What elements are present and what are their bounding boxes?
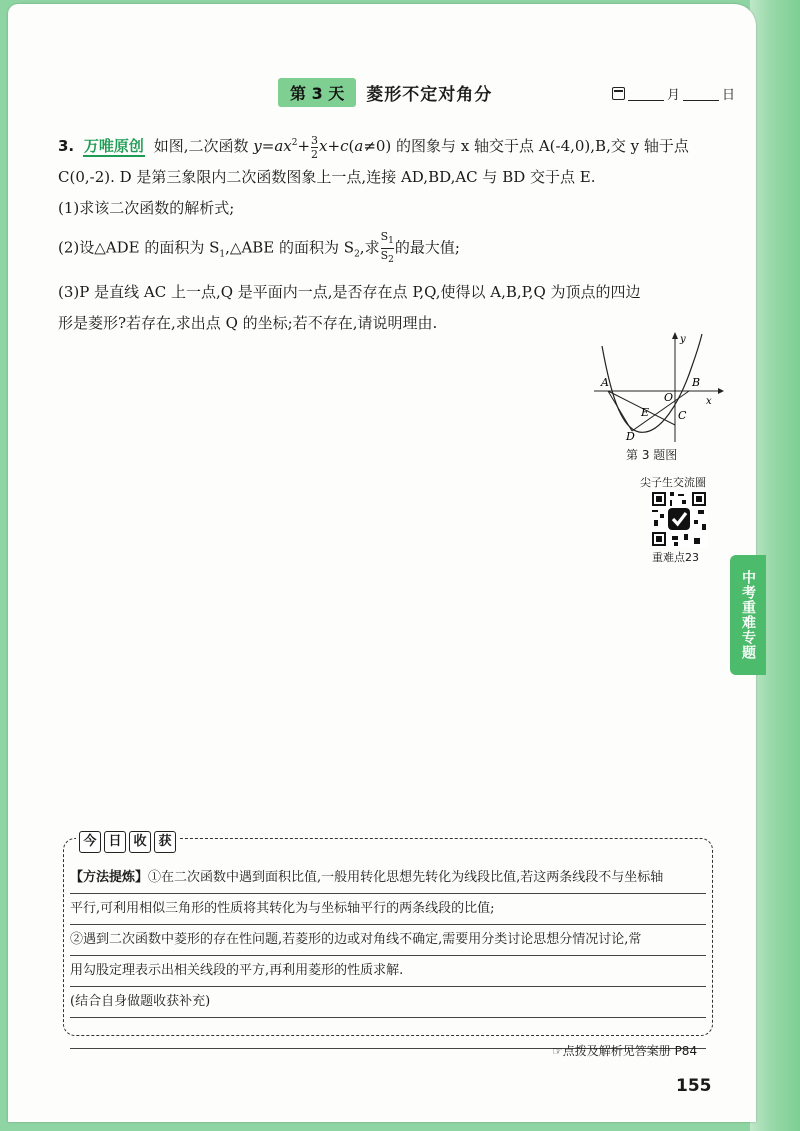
page-number: 155 (676, 1076, 712, 1096)
part-2-c: ,求 (359, 238, 380, 257)
summary-line-5: (结合自身做题收获补充) (70, 987, 706, 1018)
problem-line-1 (58, 128, 728, 162)
summary-line-3: ②遇到二次函数中菱形的存在性问题,若菱形的边或对角线不确定,需要用分类讨论思想分情况讨论,常 (70, 925, 706, 956)
daily-summary-box (63, 834, 713, 1036)
part-3-line-1: (3)P 是直线 AC 上一点,Q 是平面内一点,是否存在点 P,Q,使得以 A,B,P,Q 为顶点的四边 (58, 282, 641, 301)
x-axis-arrow (718, 388, 724, 394)
problem-line-2: C(0,-2). D 是第三象限内二次函数图象上一点,连接 AD,BD,AC 与 BD 交于点 E. (58, 168, 596, 186)
summary-line-1 (70, 863, 706, 894)
problem-tag: 万唯原创 (83, 137, 144, 155)
label-O: O (664, 391, 674, 404)
day-blank (683, 86, 719, 101)
summary-title-char: 日 (104, 831, 126, 853)
date-field (612, 84, 735, 103)
label-y: y (680, 334, 686, 345)
problem-number: 3. (58, 137, 75, 155)
figure-caption: 第 3 题图 (626, 448, 678, 462)
summary-line-2: 平行,可利用相似三角形的性质将其转化为与坐标轴平行的两条线段的比值; (70, 894, 706, 925)
summary-title (76, 831, 179, 853)
label-x: x (706, 396, 712, 407)
qr-label-top: 尖子生交流圈 (640, 476, 706, 489)
part-2-d: 的最大值; (394, 238, 460, 257)
day-label: 日 (722, 88, 736, 103)
problem-figure (594, 332, 724, 442)
summary-line-4: 用勾股定理表示出相关线段的平方,再利用菱形的性质求解. (70, 956, 706, 987)
part-2-b: ,△ABE 的面积为 S (225, 238, 355, 257)
month-label: 月 (667, 88, 681, 103)
qr-label-bottom: 重难点23 (652, 551, 699, 564)
calendar-icon (612, 87, 625, 100)
label-D: D (626, 430, 635, 442)
page-header (278, 78, 492, 106)
part-2: (2)设△ADE 的面积为 $S_1,\triangle ABE$ 的面积为 $S_2$,求 $\frac{S_1}{S_2}$ 的最大值; (58, 230, 460, 266)
y-axis-arrow (672, 332, 678, 339)
function-formula: $y=ax^2+$ $\frac{3}{2}$ x+c(a≠0) (253, 133, 392, 161)
part-2-a: (2)设△ADE 的面积为 S (58, 238, 220, 257)
problem-intro-cont: 的图象与 x 轴交于点 A(-4,0),B,交 y 轴于点 (391, 137, 689, 155)
label-E: E (641, 406, 650, 419)
part-1: (1)求该二次函数的解析式; (58, 199, 235, 217)
month-blank (628, 86, 664, 101)
ratio-fraction: $\frac{S_1}{S_2}$ (380, 230, 394, 266)
summary-title-char: 今 (79, 831, 101, 853)
answer-reference: ☞点拨及解析见答案册 P84 (552, 1044, 698, 1058)
method-tag: 【方法提炼】 (70, 870, 149, 885)
method-text-1: ①在二次函数中遇到面积比值,一般用转化思想先转化为线段比值,若这两条线段不与坐标轴 (148, 870, 664, 885)
part-3-line-2: 形是菱形?若存在,求出点 Q 的坐标;若不存在,请说明理由. (58, 313, 438, 332)
problem-intro: 如图,二次函数 (153, 137, 254, 155)
label-A: A (601, 376, 609, 389)
summary-title-char: 收 (129, 831, 151, 853)
page-title: 菱形不定对角分 (366, 84, 493, 105)
problem-3 (58, 128, 728, 339)
day-badge: 第 3 天 (278, 78, 356, 107)
label-C: C (678, 409, 687, 422)
label-B: B (692, 376, 701, 389)
summary-lines (70, 863, 706, 1049)
summary-title-char: 获 (154, 831, 176, 853)
qr-code-icon[interactable] (650, 490, 708, 548)
section-tab[interactable]: 中考重难专题 (730, 555, 766, 675)
